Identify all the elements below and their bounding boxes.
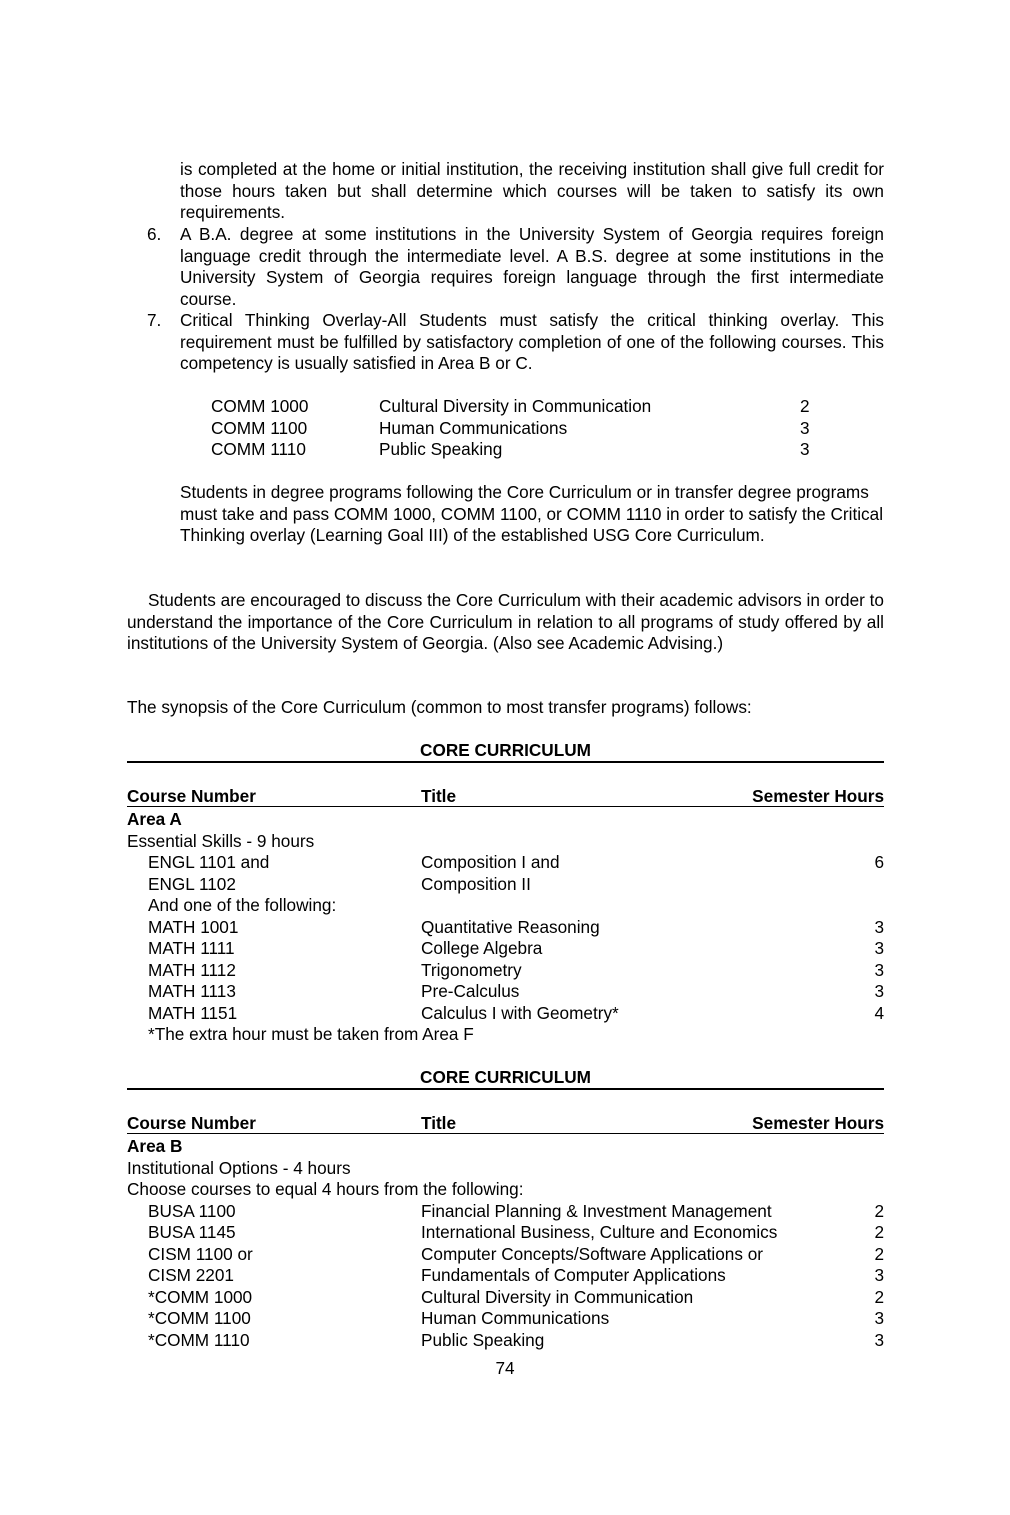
course-number: MATH 1151 [148, 1003, 238, 1023]
course-hours: 3 [874, 1308, 884, 1328]
column-header-title: Title [421, 786, 457, 806]
course-number: *COMM 1000 [148, 1287, 253, 1307]
course-title: Computer Concepts/Software Applications or [421, 1244, 764, 1264]
table-heading: CORE CURRICULUM [420, 740, 591, 760]
course-title: Cultural Diversity in Communication [421, 1287, 694, 1307]
column-header-title: Title [421, 1113, 457, 1133]
course-number: COMM 1000 [211, 396, 309, 416]
course-title: Fundamentals of Computer Applications [421, 1265, 726, 1285]
area-subtitle: Essential Skills - 9 hours [127, 831, 315, 851]
course-title: Quantitative Reasoning [421, 917, 600, 937]
advising-paragraph: Students are encouraged to discuss the Core Curriculum with their academic advisors in order to understand the importance of the Core Curriculum in relation to all programs of study offered by all institutions of the University System of Georgia. (Also see Academic Advising.) [127, 590, 884, 653]
course-number: MATH 1111 [148, 938, 235, 958]
column-header-semester-hours: Semester Hours [752, 1113, 884, 1133]
course-hours: 2 [874, 1244, 884, 1264]
page-number: 74 [495, 1358, 515, 1378]
header-rule [127, 1133, 884, 1134]
course-title: Calculus I with Geometry* [421, 1003, 619, 1023]
course-hours: 3 [874, 981, 884, 1001]
header-rule [127, 806, 884, 807]
course-number: MATH 1001 [148, 917, 239, 937]
course-title: Financial Planning & Investment Management [421, 1201, 772, 1221]
column-header-course-number: Course Number [127, 786, 256, 806]
item-6-number: 6. [147, 224, 162, 244]
course-number: BUSA 1100 [148, 1201, 236, 1221]
course-title: Pre-Calculus [421, 981, 520, 1001]
course-number: BUSA 1145 [148, 1222, 236, 1242]
course-title: Human Communications [379, 418, 568, 438]
course-number: And one of the following: [148, 895, 337, 915]
synopsis-line: The synopsis of the Core Curriculum (common to most transfer programs) follows: [127, 697, 752, 717]
area-label: Area B [127, 1136, 183, 1156]
course-hours: 3 [800, 418, 810, 438]
area-instruction: Choose courses to equal 4 hours from the following: [127, 1179, 524, 1199]
course-title: Cultural Diversity in Communication [379, 396, 652, 416]
course-hours: 2 [874, 1287, 884, 1307]
course-title: Trigonometry [421, 960, 522, 980]
item-7-text: Critical Thinking Overlay-All Students must satisfy the critical thinking overlay. This requirement must be fulfilled by satisfactory completion of one of the following courses. This competency is usually satisfied in Area B or C. [180, 310, 884, 373]
course-number: CISM 1100 or [148, 1244, 253, 1264]
course-title: Public Speaking [421, 1330, 545, 1350]
course-title: International Business, Culture and Economics [421, 1222, 778, 1242]
heading-rule [127, 1088, 884, 1090]
course-hours: 6 [874, 852, 884, 872]
course-title: Composition II [421, 874, 531, 894]
column-header-semester-hours: Semester Hours [752, 786, 884, 806]
course-number: MATH 1112 [148, 960, 236, 980]
column-header-course-number: Course Number [127, 1113, 256, 1133]
critical-thinking-note: Students in degree programs following the Core Curriculum or in transfer degree programs must take and pass COMM 1000, COMM 1100, or COMM 1110 in order to satisfy the Critical Thinking overlay (Learning Goal III) of the established USG Core Curriculum. [180, 482, 884, 545]
course-title: Composition I and [421, 852, 560, 872]
course-hours: 3 [874, 1265, 884, 1285]
course-number: ENGL 1101 and [148, 852, 270, 872]
area-label: Area A [127, 809, 182, 829]
course-hours: 2 [800, 396, 810, 416]
area-subtitle: Institutional Options - 4 hours [127, 1158, 351, 1178]
course-hours: 3 [874, 917, 884, 937]
table-footnote: *The extra hour must be taken from Area F [148, 1024, 474, 1044]
table-heading: CORE CURRICULUM [420, 1067, 591, 1087]
course-number: COMM 1110 [211, 439, 306, 459]
intro-continuation: is completed at the home or initial institution, the receiving institution shall give full credit for those hours taken but shall determine which courses will be taken to satisfy its own requirements. [180, 159, 884, 222]
course-number: MATH 1113 [148, 981, 236, 1001]
course-number: *COMM 1110 [148, 1330, 250, 1350]
course-hours: 4 [874, 1003, 884, 1023]
item-7-number: 7. [147, 310, 162, 330]
course-hours: 3 [874, 1330, 884, 1350]
course-hours: 3 [874, 960, 884, 980]
item-6-text: A B.A. degree at some institutions in the University System of Georgia requires foreign language credit through the intermediate level. A B.S. degree at some institutions in the University System of Georgia requires foreign language through the first intermediate course. [180, 224, 884, 309]
course-title: College Algebra [421, 938, 543, 958]
course-number: COMM 1100 [211, 418, 308, 438]
course-number: CISM 2201 [148, 1265, 234, 1285]
course-title: Human Communications [421, 1308, 610, 1328]
course-hours: 3 [800, 439, 810, 459]
heading-rule [127, 761, 884, 763]
course-hours: 3 [874, 938, 884, 958]
course-hours: 2 [874, 1201, 884, 1221]
course-title: Public Speaking [379, 439, 503, 459]
course-hours: 2 [874, 1222, 884, 1242]
course-number: ENGL 1102 [148, 874, 236, 894]
course-number: *COMM 1100 [148, 1308, 251, 1328]
